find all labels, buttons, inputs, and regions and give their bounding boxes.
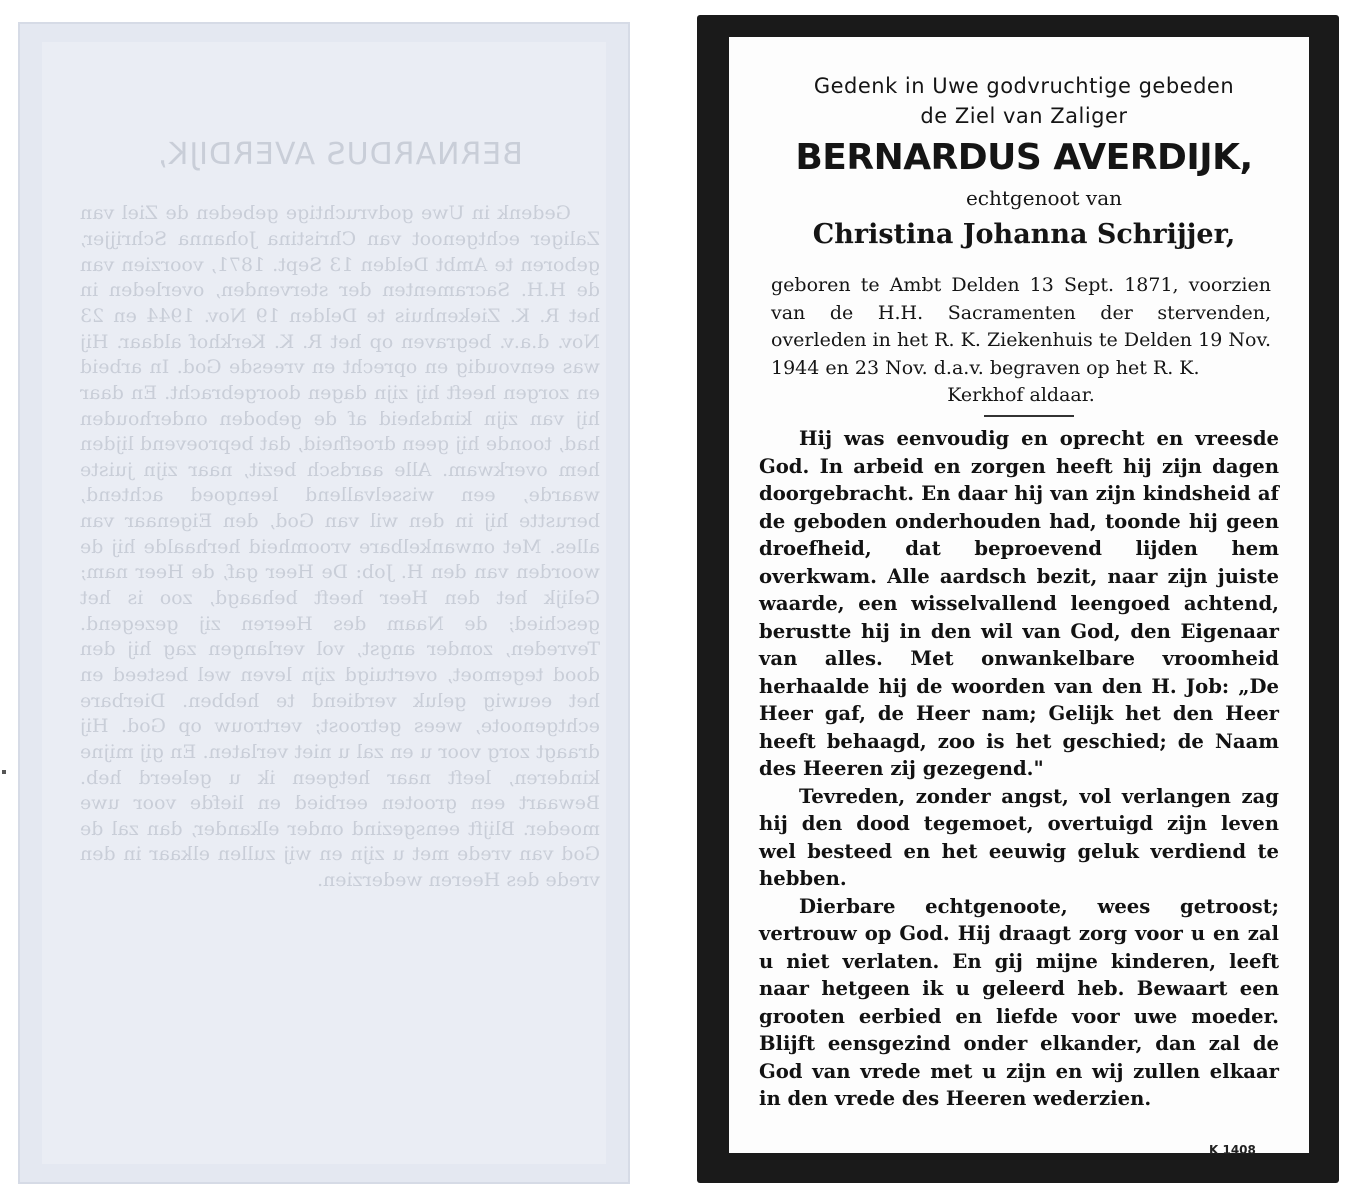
memorial-card-paper xyxy=(729,37,1309,1157)
card-header xyxy=(769,71,1279,253)
memorial-text xyxy=(759,425,1279,1113)
section-divider xyxy=(984,415,1074,417)
memorial-card xyxy=(697,15,1339,1183)
ghost-title: BERNARDUS AVERDIJK, xyxy=(157,137,523,173)
details-last: Kerkhof aldaar. xyxy=(947,384,1095,406)
spouse-label: echtgenoot van xyxy=(965,186,1123,210)
print-code: K 1408 xyxy=(1209,1143,1256,1157)
edge-mark xyxy=(2,770,6,774)
ghost-body: Gedenk in Uwe godvruchtige gebeden de Ziel van Zaliger echtgenoot van Christina Johanna Schrijjer, geboren te Ambt Delden 13 Sept. 1871, voorzien van de H.H. Sacramenten der stervenden, overleden in het R. K. Ziekenhuis te Delden 19 Nov. 1944 en 23 Nov. d.a.v. begraven op het R. K. Kerkhof aldaar. Hij was eenvoudig en oprecht en vreesde God. In arbeid en zorgen heeft hij zijn dagen doorgebracht. En daar hij van zijn kindsheid af de geboden onderhouden had, toonde hij geen droefheid, dat beproevend lijden hem overkwam. Alle aardsch bezit, naar zijn juiste waarde, een wisselvallend leengoed achtend, berustte hij in den wil van God, den Eigenaar van alles. Met onwankelbare vroomheid herhaalde hij de woorden van den H. Job: De Heer gaf, de Heer nam; Gelijk het den Heer heeft behaagd, zoo is het geschied; de Naam des Heeren zij gezegend. Tevreden, zonder angst, vol verlangen zag hij den dood tegemoet, overtuigd zijn leven wel besteed en het eeuwig geluk verdiend te hebben. Dierbare echtgenoote, wees getroost; vertrouw op God. Hij draagt zorg voor u en zal u niet verlaten. En gij mijne kinderen, leeft naar hetgeen ik u geleerd heb. Bewaart een grooten eerbied en liefde voor uwe moeder. Blijft eensgezind onder elkander, dan zal de God van vrede met u zijn en wij zullen elkaar in den vrede des Heeren wederzien. xyxy=(73,202,600,892)
paragraph-3: Dierbare echtgenoote, wees getroost; vertrouw op God. Hij draagt zorg voor u en zal u niet verlaten. En gij mijne kinderen, leeft naar hetgeen ik u geleerd heb. Bewaart een grooten eerbied en liefde voor uwe moeder. Blijft eensgezind onder elkander, dan zal de God van vrede met u zijn en wij zullen elkaar in den vrede des Heeren wederzien. xyxy=(759,894,1279,1110)
life-details xyxy=(771,272,1271,410)
paragraph-1: Hij was eenvoudig en oprecht en vreesde God. In arbeid en zorgen heeft hij zijn dagen doorgebracht. En daar hij van zijn kindsheid af de geboden onderhouden had, toonde hij geen droefheid, dat beproevend lijden hem overkwam. Alle aardsch bezit, naar zijn juiste waarde, een wisselvallend leengoed achtend, berustte hij in den wil van God, den Eigenaar van alles. Met onwankelbare vroomheid herhaalde hij de woorden van den H. Job: „De Heer gaf, de Heer nam; Gelijk het den Heer heeft behaagd, zoo is het geschied; de Naam des Heeren zij gezegend." xyxy=(759,427,1279,780)
back-side-ghost-text xyxy=(73,84,600,919)
paragraph-2: Tevreden, zonder angst, vol verlangen zag hij den dood tegemoet, overtuigd zijn leven wel besteed en het eeuwig geluk verdiend te hebben. xyxy=(759,784,1279,890)
back-side-card xyxy=(18,22,630,1184)
spouse-name: Christina Johanna Schrijjer, xyxy=(812,219,1236,250)
deceased-name: BERNARDUS AVERDIJK, xyxy=(795,137,1253,178)
pray-line-1: Gedenk in Uwe godvruchtige gebeden xyxy=(813,74,1235,98)
details-main: geboren te Ambt Delden 13 Sept. 1871, voorzien van de H.H. Sacramenten der stervenden, overleden in het R. K. Ziekenhuis te Delden 19 Nov. 1944 en 23 Nov. d.a.v. begraven op het R. K. xyxy=(771,274,1271,379)
pray-line-2: de Ziel van Zaliger xyxy=(920,104,1128,128)
